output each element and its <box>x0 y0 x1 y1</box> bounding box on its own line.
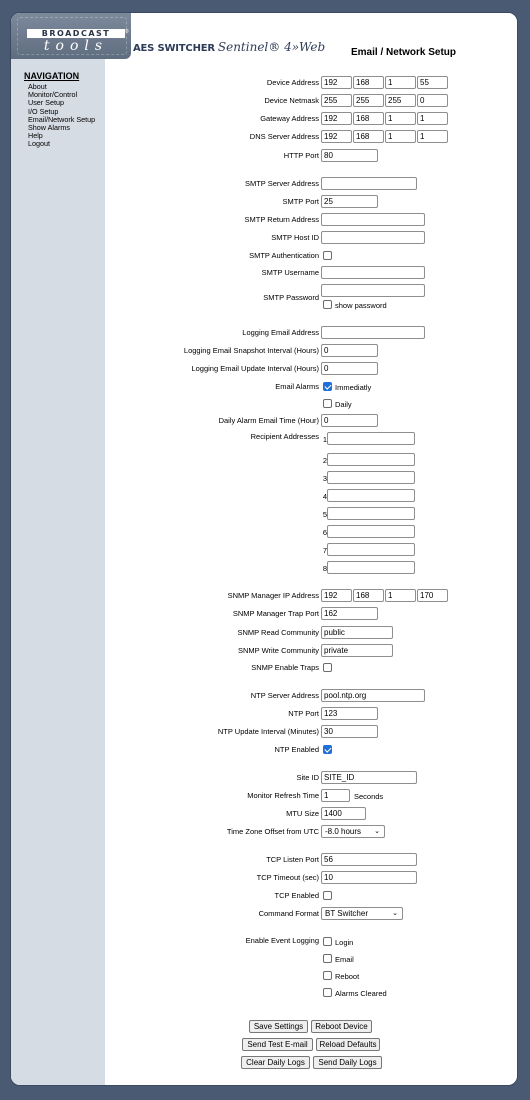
header <box>11 13 518 59</box>
smtp-host-id-input[interactable] <box>321 231 425 244</box>
event-log-alarms-cleared-checkbox[interactable] <box>323 988 332 997</box>
navigation-heading: NAVIGATION <box>24 71 80 81</box>
recipient-address-input-4[interactable] <box>327 489 415 502</box>
dns-server-octet-4[interactable]: 1 <box>417 130 448 143</box>
refresh-time-unit: Seconds <box>354 792 384 801</box>
chevron-down-icon: ⌄ <box>392 910 398 917</box>
recipient-address-input-3[interactable] <box>327 471 415 484</box>
sidebar <box>11 59 105 1086</box>
update-interval-label: Logging Email Update Interval (Hours) <box>191 364 319 373</box>
http-port-input[interactable]: 80 <box>321 149 378 162</box>
device-netmask-label: Device Netmask <box>264 96 319 105</box>
smtp-username-input[interactable] <box>321 266 425 279</box>
ntp-port-label: NTP Port <box>288 709 319 718</box>
alarms-daily-checkbox[interactable] <box>323 399 332 408</box>
event-logging-label: Enable Event Logging <box>245 936 319 945</box>
device-address-octet-2[interactable]: 168 <box>353 76 384 89</box>
snmp-manager-ip-label: SNMP Manager IP Address <box>227 591 319 600</box>
device-netmask-octet-3[interactable]: 255 <box>385 94 416 107</box>
nav-item-email-network-setup[interactable]: Email/Network Setup <box>28 114 96 124</box>
recipient-address-input-5[interactable] <box>327 507 415 520</box>
send-test-email-button[interactable]: Send Test E-mail <box>242 1038 313 1051</box>
smtp-return-input[interactable] <box>321 213 425 226</box>
event-log-email-label: Email <box>335 955 354 964</box>
ntp-port-input[interactable]: 123 <box>321 707 378 720</box>
recipient-number: 3 <box>322 474 327 483</box>
recipient-number: 1 <box>322 435 327 444</box>
clear-daily-logs-button[interactable]: Clear Daily Logs <box>241 1056 310 1069</box>
nav-item-help[interactable]: Help <box>28 131 43 141</box>
nav-item-about[interactable]: About <box>28 82 47 91</box>
command-format-select[interactable] <box>321 907 403 920</box>
gateway-address-octet-2[interactable]: 168 <box>353 112 384 125</box>
event-log-email-checkbox[interactable] <box>323 954 332 963</box>
event-log-login-label: Login <box>335 938 354 947</box>
settings-form <box>105 59 518 1086</box>
snmp-trap-port-label: SNMP Manager Trap Port <box>232 609 319 618</box>
snmp-manager-ip-octet-4[interactable]: 170 <box>417 589 448 602</box>
tcp-timeout-label: TCP Timeout (sec) <box>256 873 319 882</box>
page-title: Email / Network Setup <box>351 47 457 58</box>
device-netmask-octet-4[interactable]: 0 <box>417 94 448 107</box>
snmp-manager-ip-octet-1[interactable]: 192 <box>321 589 352 602</box>
snmp-traps-checkbox[interactable] <box>323 663 332 672</box>
daily-alarm-time-input[interactable]: 0 <box>321 414 378 427</box>
broadcast-tools-logo <box>11 13 131 59</box>
device-netmask-octet-1[interactable]: 255 <box>321 94 352 107</box>
ntp-server-input[interactable]: pool.ntp.org <box>321 689 425 702</box>
mtu-size-input[interactable]: 1400 <box>321 807 366 820</box>
reboot-device-button[interactable]: Reboot Device <box>311 1020 372 1033</box>
nav-item-monitor-control[interactable]: Monitor/Control <box>28 90 78 100</box>
recipient-number: 8 <box>322 564 327 573</box>
recipient-number: 5 <box>322 510 327 519</box>
ntp-enabled-checkbox[interactable] <box>323 745 332 754</box>
gateway-address-octet-1[interactable]: 192 <box>321 112 352 125</box>
dns-server-octet-1[interactable]: 192 <box>321 130 352 143</box>
tcp-listen-input[interactable]: 56 <box>321 853 417 866</box>
snmp-read-input[interactable]: public <box>321 626 393 639</box>
dns-server-octet-3[interactable]: 1 <box>385 130 416 143</box>
recipients-label: Recipient Addresses <box>250 432 319 441</box>
snapshot-interval-label: Logging Email Snapshot Interval (Hours) <box>183 346 319 355</box>
recipient-address-input-2[interactable] <box>327 453 415 466</box>
ntp-interval-label: NTP Update Interval (Minutes) <box>217 727 319 736</box>
tz-offset-value: -8.0 hours <box>325 827 362 836</box>
tz-offset-select[interactable] <box>321 825 385 838</box>
smtp-auth-checkbox[interactable] <box>323 251 332 260</box>
product-italic: Sentinel® 4»Web <box>217 40 326 54</box>
logo-broadcast-text: BROADCAST <box>27 29 125 38</box>
smtp-username-label: SMTP Username <box>261 268 319 277</box>
device-netmask-octet-2[interactable]: 255 <box>353 94 384 107</box>
alarms-immediately-checkbox[interactable] <box>323 382 332 391</box>
alarms-daily-label: Daily <box>335 400 352 409</box>
logo-trademark: ® <box>125 29 129 35</box>
event-log-alarms-cleared-label: Alarms Cleared <box>335 989 387 998</box>
site-id-label: Site ID <box>296 773 319 782</box>
device-address-label: Device Address <box>266 78 319 87</box>
snmp-write-input[interactable]: private <box>321 644 393 657</box>
ntp-server-label: NTP Server Address <box>250 691 319 700</box>
recipient-address-input-6[interactable] <box>327 525 415 538</box>
smtp-password-label: SMTP Password <box>263 293 319 302</box>
tcp-listen-label: TCP Listen Port <box>266 855 319 864</box>
smtp-server-input[interactable] <box>321 177 417 190</box>
event-log-login-checkbox[interactable] <box>323 937 332 946</box>
dns-server-label: DNS Server Address <box>249 132 319 141</box>
command-format-value: BT Switcher <box>325 909 368 918</box>
snmp-manager-ip-octet-3[interactable]: 1 <box>385 589 416 602</box>
product-name <box>133 40 325 54</box>
http-port-label: HTTP Port <box>283 151 319 160</box>
tcp-enabled-checkbox[interactable] <box>323 891 332 900</box>
snapshot-interval-input[interactable]: 0 <box>321 344 378 357</box>
snmp-read-label: SNMP Read Community <box>237 628 319 637</box>
nav-item-user-setup[interactable]: User Setup <box>28 98 64 108</box>
snmp-manager-ip-octet-2[interactable]: 168 <box>353 589 384 602</box>
nav-list <box>28 83 95 149</box>
page-frame <box>10 12 518 1086</box>
recipient-number: 6 <box>322 528 327 537</box>
smtp-server-label: SMTP Server Address <box>244 179 319 188</box>
recipient-address-input-1[interactable] <box>327 432 415 445</box>
gateway-address-octet-4[interactable]: 1 <box>417 112 448 125</box>
email-alarms-label: Email Alarms <box>275 382 319 391</box>
chevron-down-icon: ⌄ <box>374 828 380 835</box>
daily-alarm-time-label: Daily Alarm Email Time (Hour) <box>218 416 319 425</box>
recipient-number: 2 <box>322 456 327 465</box>
device-address-octet-1[interactable]: 192 <box>321 76 352 89</box>
smtp-return-label: SMTP Return Address <box>244 215 319 224</box>
show-password-label: show password <box>335 301 387 310</box>
site-id-input[interactable]: SITE_ID <box>321 771 417 784</box>
refresh-time-label: Monitor Refresh Time <box>247 791 319 800</box>
mtu-size-label: MTU Size <box>286 809 319 818</box>
gateway-address-octet-3[interactable]: 1 <box>385 112 416 125</box>
recipient-number: 7 <box>322 546 327 555</box>
recipient-address-input-8[interactable] <box>327 561 415 574</box>
update-interval-input[interactable]: 0 <box>321 362 378 375</box>
tz-offset-label: Time Zone Offset from UTC <box>226 827 319 836</box>
nav-item-logout[interactable]: Logout <box>28 139 50 149</box>
snmp-traps-label: SNMP Enable Traps <box>251 663 319 672</box>
smtp-auth-label: SMTP Authentication <box>249 251 319 260</box>
snmp-trap-port-input[interactable]: 162 <box>321 607 378 620</box>
smtp-password-input[interactable] <box>321 284 425 297</box>
tcp-enabled-label: TCP Enabled <box>274 891 319 900</box>
send-daily-logs-button[interactable]: Send Daily Logs <box>313 1056 382 1069</box>
smtp-port-input[interactable]: 25 <box>321 195 378 208</box>
tcp-timeout-input[interactable]: 10 <box>321 871 417 884</box>
command-format-label: Command Format <box>258 909 319 918</box>
recipient-address-input-7[interactable] <box>327 543 415 556</box>
save-settings-button[interactable]: Save Settings <box>249 1020 308 1033</box>
gateway-address-label: Gateway Address <box>260 114 319 123</box>
logo-tools-text: tools <box>43 38 109 54</box>
ntp-interval-input[interactable]: 30 <box>321 725 378 738</box>
nav-item-io-setup[interactable]: I/O Setup <box>28 106 59 116</box>
snmp-write-label: SNMP Write Community <box>238 646 319 655</box>
show-password-checkbox[interactable] <box>323 300 332 309</box>
logging-email-input[interactable] <box>321 326 425 339</box>
ntp-enabled-label: NTP Enabled <box>274 745 319 754</box>
device-address-octet-3[interactable]: 1 <box>385 76 416 89</box>
product-bold: AES SWITCHER <box>133 43 215 54</box>
device-address-octet-4[interactable]: 55 <box>417 76 448 89</box>
logging-email-label: Logging Email Address <box>242 328 319 337</box>
reload-defaults-button[interactable]: Reload Defaults <box>316 1038 380 1051</box>
dns-server-octet-2[interactable]: 168 <box>353 130 384 143</box>
alarms-immediately-label: Immediatly <box>335 383 372 392</box>
smtp-port-label: SMTP Port <box>282 197 319 206</box>
smtp-host-id-label: SMTP Host ID <box>271 233 319 242</box>
recipient-number: 4 <box>322 492 327 501</box>
nav-item-show-alarms[interactable]: Show Alarms <box>28 122 70 132</box>
refresh-time-input[interactable]: 1 <box>321 789 350 802</box>
event-log-reboot-checkbox[interactable] <box>323 971 332 980</box>
event-log-reboot-label: Reboot <box>335 972 360 981</box>
